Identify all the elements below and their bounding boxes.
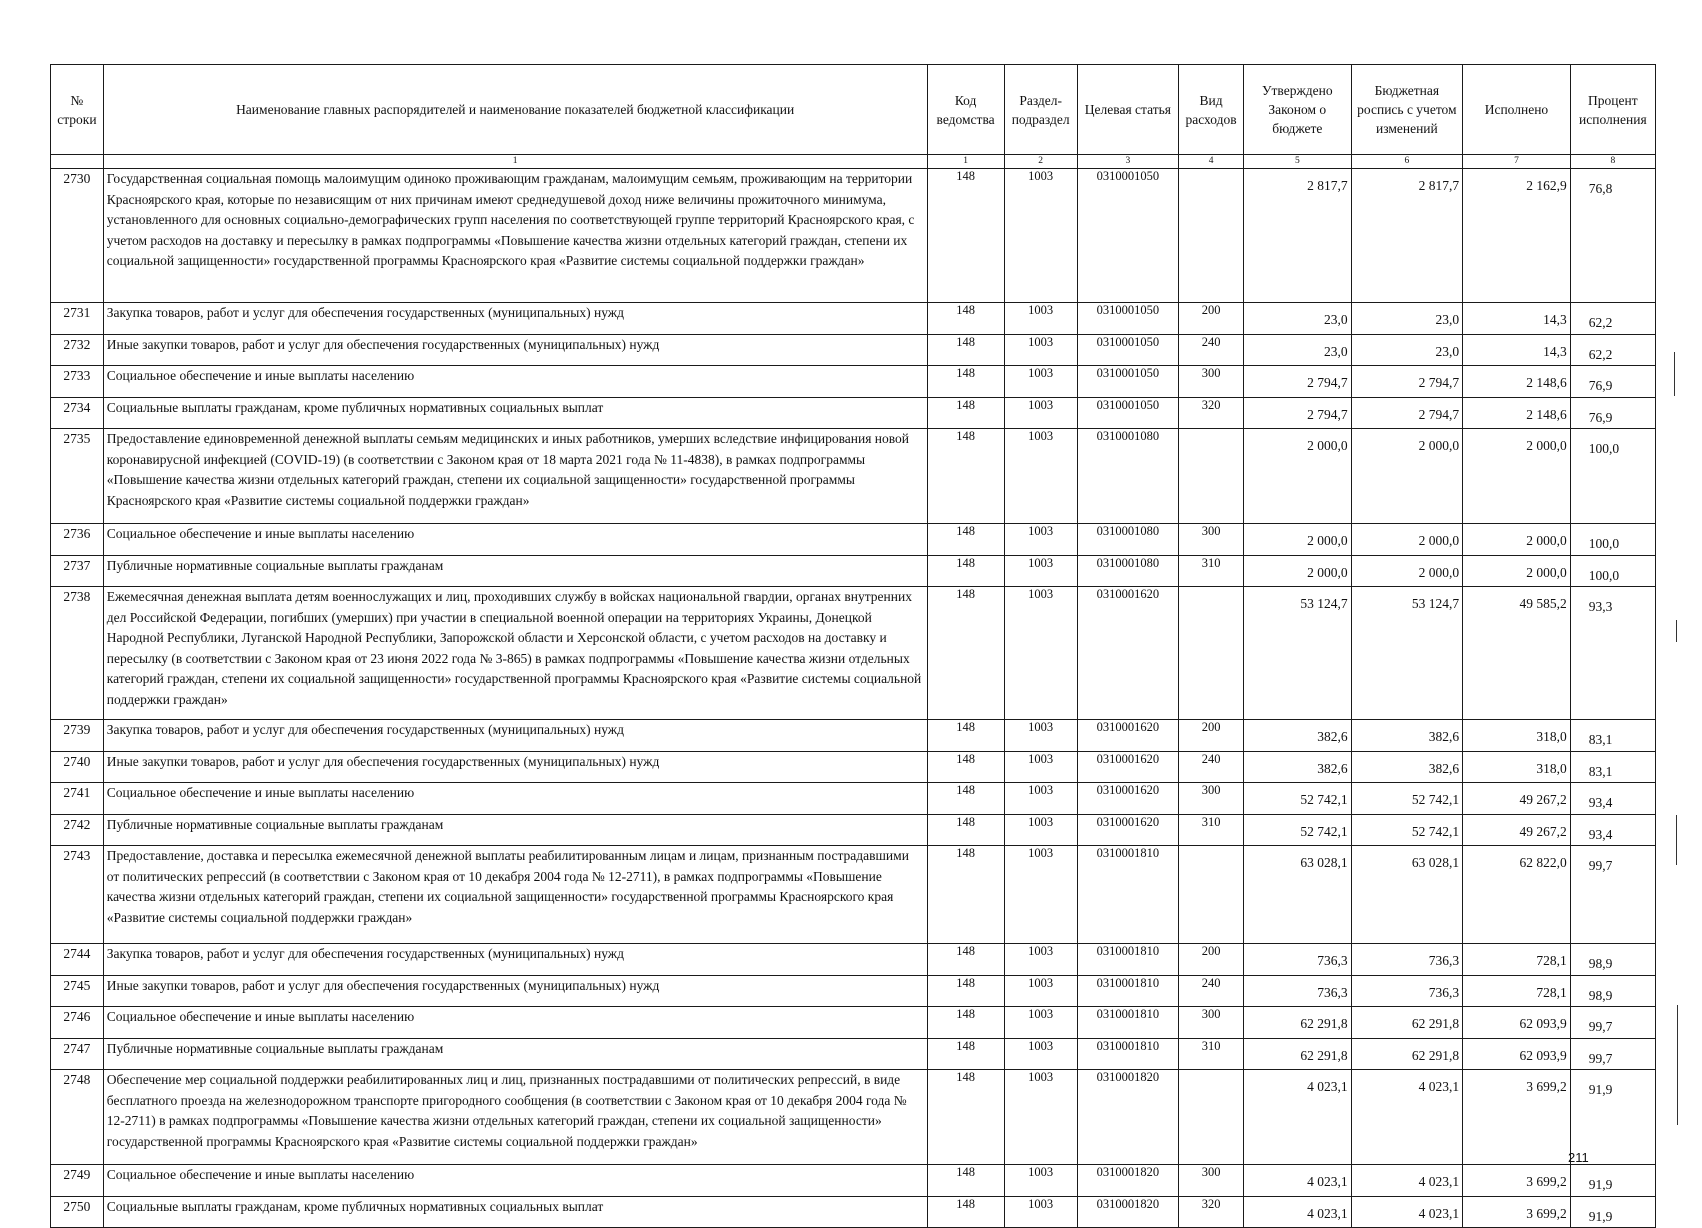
expense-type: 240: [1179, 334, 1244, 366]
percent-value: 100,0: [1570, 429, 1655, 524]
section-code: 1003: [1004, 587, 1077, 720]
expense-type: [1179, 429, 1244, 524]
executed-value: 3 699,2: [1463, 1196, 1571, 1228]
row-name: Публичные нормативные социальные выплаты гражданам: [103, 814, 927, 846]
approved-value: 53 124,7: [1244, 587, 1352, 720]
scan-edge-mark: [1674, 352, 1675, 396]
row-number: 2741: [51, 783, 104, 815]
dept-code: 148: [927, 587, 1004, 720]
row-name: Социальное обеспечение и иные выплаты населению: [103, 1165, 927, 1197]
table-row: [51, 720, 1656, 752]
table-row: [51, 846, 1656, 944]
executed-value: 14,3: [1463, 334, 1571, 366]
expense-type: 300: [1179, 783, 1244, 815]
expense-type: [1179, 587, 1244, 720]
percent-value: 91,9: [1570, 1070, 1655, 1165]
approved-value: 62 291,8: [1244, 1007, 1352, 1039]
header-percent: Процент исполнения: [1570, 65, 1655, 155]
percent-value: 99,7: [1570, 1038, 1655, 1070]
percent-value: 76,9: [1570, 397, 1655, 429]
executed-value: 49 585,2: [1463, 587, 1571, 720]
row-number: 2744: [51, 944, 104, 976]
section-code: 1003: [1004, 555, 1077, 587]
executed-value: 3 699,2: [1463, 1165, 1571, 1197]
approved-value: 23,0: [1244, 334, 1352, 366]
table-row: [51, 783, 1656, 815]
adjusted-value: 2 794,7: [1351, 366, 1463, 398]
table-row: [51, 334, 1656, 366]
section-code: 1003: [1004, 397, 1077, 429]
target-code: 0310001620: [1077, 783, 1178, 815]
table-row: [51, 587, 1656, 720]
section-code: 1003: [1004, 303, 1077, 335]
adjusted-value: 52 742,1: [1351, 814, 1463, 846]
budget-execution-table: [50, 64, 1656, 1228]
dept-code: 148: [927, 783, 1004, 815]
table-row: [51, 944, 1656, 976]
row-number: 2748: [51, 1070, 104, 1165]
dept-code: 148: [927, 555, 1004, 587]
executed-value: 2 000,0: [1463, 555, 1571, 587]
section-code: 1003: [1004, 1038, 1077, 1070]
target-code: 0310001810: [1077, 1007, 1178, 1039]
executed-value: 2 148,6: [1463, 366, 1571, 398]
expense-type: 300: [1179, 366, 1244, 398]
executed-value: 62 093,9: [1463, 1038, 1571, 1070]
column-index: 8: [1570, 155, 1655, 169]
section-code: 1003: [1004, 751, 1077, 783]
table-row: [51, 975, 1656, 1007]
row-number: 2735: [51, 429, 104, 524]
percent-value: 76,9: [1570, 366, 1655, 398]
target-code: 0310001620: [1077, 814, 1178, 846]
dept-code: 148: [927, 334, 1004, 366]
percent-value: 93,4: [1570, 814, 1655, 846]
table-row: [51, 555, 1656, 587]
executed-value: 14,3: [1463, 303, 1571, 335]
approved-value: 2 000,0: [1244, 555, 1352, 587]
row-number: 2732: [51, 334, 104, 366]
adjusted-value: 736,3: [1351, 975, 1463, 1007]
section-code: 1003: [1004, 169, 1077, 303]
adjusted-value: 736,3: [1351, 944, 1463, 976]
row-name: Закупка товаров, работ и услуг для обеспечения государственных (муниципальных) нужд: [103, 303, 927, 335]
dept-code: 148: [927, 975, 1004, 1007]
header-approved: Утверждено Законом о бюджете: [1244, 65, 1352, 155]
dept-code: 148: [927, 720, 1004, 752]
column-index: 2: [1004, 155, 1077, 169]
row-name: Закупка товаров, работ и услуг для обеспечения государственных (муниципальных) нужд: [103, 720, 927, 752]
column-index: 1: [927, 155, 1004, 169]
target-code: 0310001810: [1077, 975, 1178, 1007]
approved-value: 2 794,7: [1244, 366, 1352, 398]
row-name: Публичные нормативные социальные выплаты гражданам: [103, 555, 927, 587]
executed-value: 728,1: [1463, 944, 1571, 976]
target-code: 0310001820: [1077, 1165, 1178, 1197]
approved-value: 736,3: [1244, 975, 1352, 1007]
row-number: 2737: [51, 555, 104, 587]
adjusted-value: 62 291,8: [1351, 1038, 1463, 1070]
page-number: 211: [1568, 1150, 1589, 1165]
executed-value: 2 000,0: [1463, 524, 1571, 556]
row-name: Закупка товаров, работ и услуг для обеспечения государственных (муниципальных) нужд: [103, 944, 927, 976]
column-index: [51, 155, 104, 169]
dept-code: 148: [927, 524, 1004, 556]
approved-value: 62 291,8: [1244, 1038, 1352, 1070]
table-row: [51, 1007, 1656, 1039]
expense-type: 240: [1179, 751, 1244, 783]
row-number: 2750: [51, 1196, 104, 1228]
row-number: 2730: [51, 169, 104, 303]
adjusted-value: 4 023,1: [1351, 1070, 1463, 1165]
expense-type: 310: [1179, 1038, 1244, 1070]
percent-value: 83,1: [1570, 751, 1655, 783]
section-code: 1003: [1004, 366, 1077, 398]
header-rowno: № строки: [51, 65, 104, 155]
adjusted-value: 52 742,1: [1351, 783, 1463, 815]
column-index: 7: [1463, 155, 1571, 169]
adjusted-value: 4 023,1: [1351, 1165, 1463, 1197]
target-code: 0310001050: [1077, 169, 1178, 303]
dept-code: 148: [927, 429, 1004, 524]
expense-type: 300: [1179, 524, 1244, 556]
row-number: 2733: [51, 366, 104, 398]
dept-code: 148: [927, 366, 1004, 398]
header-adjusted: Бюджетная роспись с учетом изменений: [1351, 65, 1463, 155]
approved-value: 63 028,1: [1244, 846, 1352, 944]
row-number: 2731: [51, 303, 104, 335]
table-row: [51, 397, 1656, 429]
row-number: 2734: [51, 397, 104, 429]
executed-value: 2 148,6: [1463, 397, 1571, 429]
table-row: [51, 1165, 1656, 1197]
section-code: 1003: [1004, 975, 1077, 1007]
section-code: 1003: [1004, 944, 1077, 976]
header-target: Целевая статья: [1077, 65, 1178, 155]
expense-type: [1179, 846, 1244, 944]
header-section: Раздел-подраздел: [1004, 65, 1077, 155]
section-code: 1003: [1004, 1007, 1077, 1039]
adjusted-value: 53 124,7: [1351, 587, 1463, 720]
percent-value: 83,1: [1570, 720, 1655, 752]
executed-value: 2 000,0: [1463, 429, 1571, 524]
target-code: 0310001620: [1077, 587, 1178, 720]
row-name: Социальное обеспечение и иные выплаты населению: [103, 366, 927, 398]
approved-value: 4 023,1: [1244, 1196, 1352, 1228]
percent-value: 93,3: [1570, 587, 1655, 720]
percent-value: 93,4: [1570, 783, 1655, 815]
percent-value: 76,8: [1570, 169, 1655, 303]
target-code: 0310001050: [1077, 397, 1178, 429]
row-name: Социальное обеспечение и иные выплаты населению: [103, 524, 927, 556]
column-index: 1: [103, 155, 927, 169]
approved-value: 2 000,0: [1244, 429, 1352, 524]
expense-type: 320: [1179, 1196, 1244, 1228]
table-body: [51, 169, 1656, 1228]
section-code: 1003: [1004, 1196, 1077, 1228]
column-index: 4: [1179, 155, 1244, 169]
expense-type: 300: [1179, 1007, 1244, 1039]
approved-value: 4 023,1: [1244, 1165, 1352, 1197]
row-name: Социальное обеспечение и иные выплаты населению: [103, 783, 927, 815]
row-number: 2743: [51, 846, 104, 944]
row-number: 2745: [51, 975, 104, 1007]
approved-value: 2 817,7: [1244, 169, 1352, 303]
target-code: 0310001080: [1077, 524, 1178, 556]
column-index: 6: [1351, 155, 1463, 169]
header-name: Наименование главных распорядителей и наименование показателей бюджетной классификации: [103, 65, 927, 155]
executed-value: 49 267,2: [1463, 783, 1571, 815]
section-code: 1003: [1004, 1165, 1077, 1197]
executed-value: 318,0: [1463, 720, 1571, 752]
table-row: [51, 169, 1656, 303]
expense-type: 310: [1179, 555, 1244, 587]
percent-value: 99,7: [1570, 1007, 1655, 1039]
row-name: Ежемесячная денежная выплата детям военнослужащих и лиц, проходивших службу в войсках национальной гвардии, органах внутренних дел Российской Федерации, погибших (умерших) при участии в специальной военной операции на территориях Украины, Донецкой Народной Республики, Луганской Народной Республики, Запорожской области и Херсонской области, с учетом расходов на доставку и пересылку (в соответствии с Законом края от 23 июня 2022 года № 3-865) в рамках подпрограммы «Повышение качества жизни отдельных категорий граждан, степени их социальной защищенности» государственной программы Красноярского края «Развитие системы социальной поддержки граждан»: [103, 587, 927, 720]
dept-code: 148: [927, 944, 1004, 976]
table-row: [51, 303, 1656, 335]
percent-value: 91,9: [1570, 1165, 1655, 1197]
row-name: Обеспечение мер социальной поддержки реабилитированных лиц и лиц, признанных пострадавшими от политических репрессий, в виде бесплатного проезда на железнодорожном транспорте пригородного сообщения (в соответствии с Законом края от 10 декабря 2004 года № 12-2711) в рамках подпрограммы «Повышение качества жизни отдельных категорий граждан, степени их социальной защищенности» государственной программы Красноярского края «Развитие системы социальной поддержки граждан»: [103, 1070, 927, 1165]
dept-code: 148: [927, 814, 1004, 846]
percent-value: 99,7: [1570, 846, 1655, 944]
section-code: 1003: [1004, 846, 1077, 944]
executed-value: 62 093,9: [1463, 1007, 1571, 1039]
adjusted-value: 2 000,0: [1351, 524, 1463, 556]
row-number: 2746: [51, 1007, 104, 1039]
scan-edge-mark: [1676, 815, 1677, 865]
table-row: [51, 429, 1656, 524]
table-row: [51, 1038, 1656, 1070]
table-row: [51, 524, 1656, 556]
row-name: Публичные нормативные социальные выплаты гражданам: [103, 1038, 927, 1070]
row-name: Социальное обеспечение и иные выплаты населению: [103, 1007, 927, 1039]
percent-value: 62,2: [1570, 334, 1655, 366]
approved-value: 52 742,1: [1244, 783, 1352, 815]
dept-code: 148: [927, 1007, 1004, 1039]
expense-type: 310: [1179, 814, 1244, 846]
target-code: 0310001810: [1077, 944, 1178, 976]
executed-value: 62 822,0: [1463, 846, 1571, 944]
dept-code: 148: [927, 751, 1004, 783]
dept-code: 148: [927, 303, 1004, 335]
approved-value: 23,0: [1244, 303, 1352, 335]
adjusted-value: 382,6: [1351, 751, 1463, 783]
dept-code: 148: [927, 1070, 1004, 1165]
row-name: Предоставление единовременной денежной выплаты семьям медицинских и иных работников, умерших вследствие инфицирования новой коронавирусной инфекцией (COVID-19) (в соответствии с Законом края от 18 марта 2021 года № 11-4838), в рамках подпрограммы «Повышение качества жизни отдельных категорий граждан, степени их социальной защищенности» государственной программы Красноярского края «Развитие системы социальной поддержки граждан»: [103, 429, 927, 524]
dept-code: 148: [927, 1165, 1004, 1197]
row-name: Предоставление, доставка и пересылка ежемесячной денежной выплаты реабилитированным лицам и лицам, признанным пострадавшими от политических репрессий (в соответствии с Законом края от 10 декабря 2004 года № 12-2711), в рамках подпрограммы «Повышение качества жизни отдельных категорий граждан, степени их социальной защищенности» государственной программы Красноярского края «Развитие системы социальной поддержки граждан»: [103, 846, 927, 944]
adjusted-value: 23,0: [1351, 334, 1463, 366]
target-code: 0310001620: [1077, 751, 1178, 783]
target-code: 0310001050: [1077, 303, 1178, 335]
row-number: 2736: [51, 524, 104, 556]
percent-value: 100,0: [1570, 555, 1655, 587]
row-name: Иные закупки товаров, работ и услуг для обеспечения государственных (муниципальных) нужд: [103, 975, 927, 1007]
expense-type: 200: [1179, 944, 1244, 976]
target-code: 0310001810: [1077, 846, 1178, 944]
row-name: Иные закупки товаров, работ и услуг для обеспечения государственных (муниципальных) нужд: [103, 334, 927, 366]
adjusted-value: 63 028,1: [1351, 846, 1463, 944]
approved-value: 4 023,1: [1244, 1070, 1352, 1165]
dept-code: 148: [927, 397, 1004, 429]
section-code: 1003: [1004, 1070, 1077, 1165]
adjusted-value: 23,0: [1351, 303, 1463, 335]
table-row: [51, 366, 1656, 398]
section-code: 1003: [1004, 429, 1077, 524]
percent-value: 100,0: [1570, 524, 1655, 556]
approved-value: 52 742,1: [1244, 814, 1352, 846]
approved-value: 382,6: [1244, 751, 1352, 783]
section-code: 1003: [1004, 720, 1077, 752]
adjusted-value: 2 817,7: [1351, 169, 1463, 303]
percent-value: 62,2: [1570, 303, 1655, 335]
executed-value: 3 699,2: [1463, 1070, 1571, 1165]
row-number: 2740: [51, 751, 104, 783]
dept-code: 148: [927, 1038, 1004, 1070]
header-row: [51, 65, 1656, 155]
percent-value: 98,9: [1570, 975, 1655, 1007]
percent-value: 98,9: [1570, 944, 1655, 976]
target-code: 0310001820: [1077, 1070, 1178, 1165]
percent-value: 91,9: [1570, 1196, 1655, 1228]
expense-type: [1179, 169, 1244, 303]
expense-type: [1179, 1070, 1244, 1165]
scan-edge-mark: [1676, 620, 1677, 642]
adjusted-value: 2 794,7: [1351, 397, 1463, 429]
table-row: [51, 1196, 1656, 1228]
adjusted-value: 62 291,8: [1351, 1007, 1463, 1039]
adjusted-value: 2 000,0: [1351, 429, 1463, 524]
column-index: 5: [1244, 155, 1352, 169]
expense-type: 320: [1179, 397, 1244, 429]
target-code: 0310001050: [1077, 366, 1178, 398]
executed-value: 49 267,2: [1463, 814, 1571, 846]
target-code: 0310001080: [1077, 429, 1178, 524]
header-exptype: Вид расходов: [1179, 65, 1244, 155]
executed-value: 728,1: [1463, 975, 1571, 1007]
expense-type: 200: [1179, 303, 1244, 335]
target-code: 0310001820: [1077, 1196, 1178, 1228]
target-code: 0310001050: [1077, 334, 1178, 366]
scan-edge-mark: [1677, 1005, 1678, 1125]
row-number: 2749: [51, 1165, 104, 1197]
header-dept: Код ведомства: [927, 65, 1004, 155]
target-code: 0310001810: [1077, 1038, 1178, 1070]
column-index: 3: [1077, 155, 1178, 169]
adjusted-value: 382,6: [1351, 720, 1463, 752]
row-name: Социальные выплаты гражданам, кроме публичных нормативных социальных выплат: [103, 1196, 927, 1228]
row-number: 2742: [51, 814, 104, 846]
row-number: 2738: [51, 587, 104, 720]
row-number: 2739: [51, 720, 104, 752]
section-code: 1003: [1004, 814, 1077, 846]
table-row: [51, 1070, 1656, 1165]
dept-code: 148: [927, 1196, 1004, 1228]
row-name: Иные закупки товаров, работ и услуг для обеспечения государственных (муниципальных) нужд: [103, 751, 927, 783]
adjusted-value: 4 023,1: [1351, 1196, 1463, 1228]
dept-code: 148: [927, 846, 1004, 944]
section-code: 1003: [1004, 783, 1077, 815]
expense-type: 300: [1179, 1165, 1244, 1197]
approved-value: 2 000,0: [1244, 524, 1352, 556]
approved-value: 736,3: [1244, 944, 1352, 976]
approved-value: 382,6: [1244, 720, 1352, 752]
executed-value: 2 162,9: [1463, 169, 1571, 303]
dept-code: 148: [927, 169, 1004, 303]
adjusted-value: 2 000,0: [1351, 555, 1463, 587]
approved-value: 2 794,7: [1244, 397, 1352, 429]
table-row: [51, 814, 1656, 846]
header-executed: Исполнено: [1463, 65, 1571, 155]
expense-type: 200: [1179, 720, 1244, 752]
row-name: Социальные выплаты гражданам, кроме публичных нормативных социальных выплат: [103, 397, 927, 429]
row-number: 2747: [51, 1038, 104, 1070]
target-code: 0310001080: [1077, 555, 1178, 587]
executed-value: 318,0: [1463, 751, 1571, 783]
table-row: [51, 751, 1656, 783]
row-name: Государственная социальная помощь малоимущим одиноко проживающим гражданам, малоимущим семьям, проживающим на территории Красноярского края, которые по независящим от них причинам имеют среднедушевой доход ниже величины прожиточного минимума, установленного для основных социально-демографических групп населения по соответствующей группе территорий Красноярского края, с учетом расходов на доставку и пересылку в рамках подпрограммы «Повышение качества жизни отдельных категорий граждан, степени их социальной защищенности» государственной программы Красноярского края «Развитие системы социальной поддержки граждан»: [103, 169, 927, 303]
section-code: 1003: [1004, 524, 1077, 556]
section-code: 1003: [1004, 334, 1077, 366]
expense-type: 240: [1179, 975, 1244, 1007]
column-index-row: [51, 155, 1656, 169]
target-code: 0310001620: [1077, 720, 1178, 752]
